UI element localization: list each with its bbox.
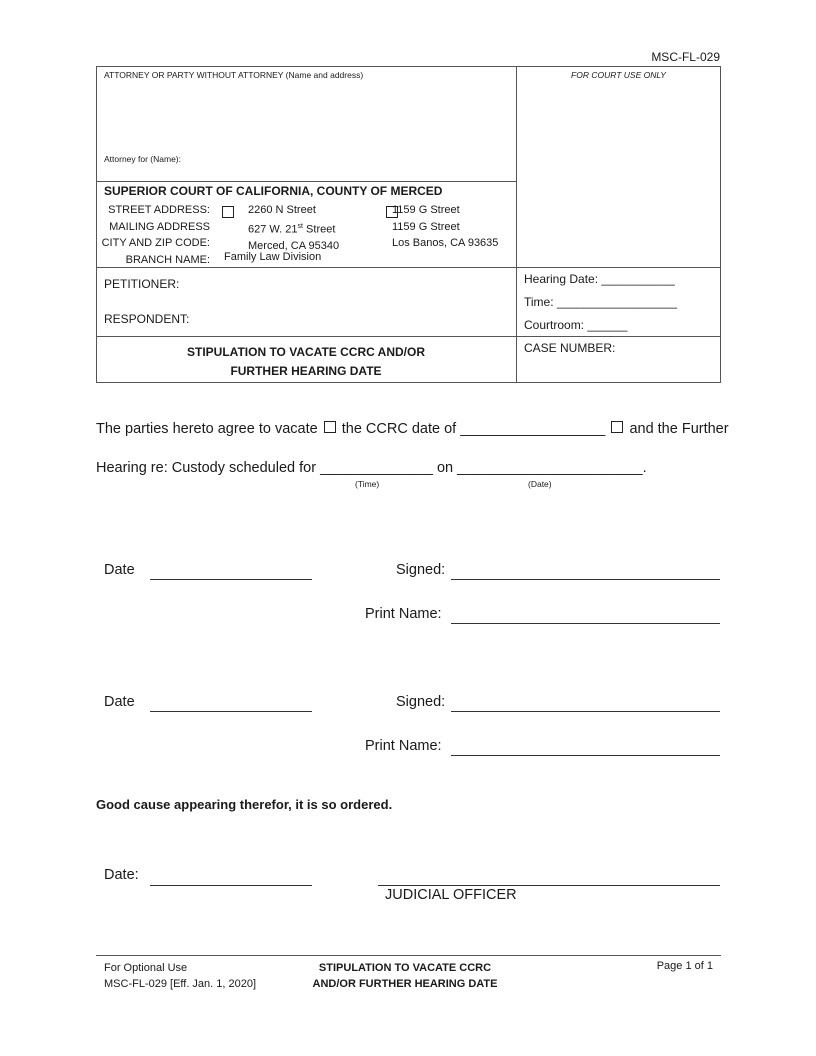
hearing-date-label: Hearing Date: <box>524 272 599 286</box>
form-number: MSC-FL-029 <box>651 50 720 64</box>
sig1-print-line[interactable] <box>451 623 720 624</box>
loc1-mailing <box>248 219 339 238</box>
sig2-signed-label: Signed: <box>396 694 446 710</box>
sig1-print-label: Print Name: <box>365 606 442 622</box>
court-labels <box>96 202 210 268</box>
court-use-label: FOR COURT USE ONLY <box>571 70 666 80</box>
loc2-street: 1159 G Street <box>392 204 460 216</box>
location1 <box>248 202 339 254</box>
loc1-street: 2260 N Street <box>248 204 316 216</box>
court-name: SUPERIOR COURT OF CALIFORNIA, COUNTY OF MERCED <box>104 184 443 198</box>
hearing-date-field[interactable]: ___________ <box>601 272 675 286</box>
hearing-time <box>524 295 677 309</box>
attorney-for-label: Attorney for (Name): <box>104 154 181 164</box>
agreement-text-b: the CCRC date of __________________ <box>341 421 606 437</box>
loc1-mailing-suffix: st <box>297 222 303 230</box>
form-title <box>96 343 516 381</box>
agreement-line2: Hearing re: Custody scheduled for ______________ on _______________________. <box>96 460 647 476</box>
judicial-officer-label: JUDICIAL OFFICER <box>385 887 517 903</box>
order-date-label: Date: <box>104 867 139 883</box>
loc1-mailing-street: Street <box>303 223 336 236</box>
ccrc-checkbox[interactable] <box>324 421 336 433</box>
location2 <box>392 202 498 252</box>
further-hearing-checkbox[interactable] <box>611 421 623 433</box>
footer-page-number: Page 1 of 1 <box>656 960 713 972</box>
loc2-city: Los Banos, CA 93635 <box>392 237 499 249</box>
loc1-mailing-number: 627 W. 21 <box>248 223 298 236</box>
respondent-label: RESPONDENT: <box>104 312 190 326</box>
street-address-label: STREET ADDRESS: <box>108 204 210 216</box>
footer-optional-use: For Optional Use <box>104 962 188 974</box>
time-caption: (Time) <box>355 479 380 489</box>
sig2-print-line[interactable] <box>451 755 720 756</box>
footer-rule <box>96 955 721 956</box>
date-caption: (Date) <box>528 479 552 489</box>
hearing-time-label: Time: <box>524 295 554 309</box>
footer-title <box>290 960 520 992</box>
courtroom <box>524 318 627 332</box>
form-title-line1: STIPULATION TO VACATE CCRC AND/OR <box>187 345 425 359</box>
agreement-line1 <box>96 421 729 437</box>
parties-divider <box>96 336 721 337</box>
agreement-text-a: The parties hereto agree to vacate <box>96 421 318 437</box>
sig2-print-label: Print Name: <box>365 738 442 754</box>
loc2-mailing: 1159 G Street <box>392 220 460 233</box>
courtroom-field[interactable]: ______ <box>587 318 628 332</box>
sig1-signature-line[interactable] <box>451 579 720 580</box>
sig1-signed-label: Signed: <box>396 562 446 578</box>
hearing-time-field[interactable]: __________________ <box>556 295 678 309</box>
sig1-date-line[interactable] <box>150 579 312 580</box>
case-number-label: CASE NUMBER: <box>524 341 616 355</box>
footer-title-line1: STIPULATION TO VACATE CCRC <box>318 962 492 974</box>
footer-form-revision: MSC-FL-029 [Eff. Jan. 1, 2020] <box>104 978 257 990</box>
sig1-date-label: Date <box>104 562 135 578</box>
location1-checkbox[interactable] <box>222 206 234 218</box>
mailing-address-label: MAILING ADDRESS <box>109 220 210 233</box>
judicial-officer-line[interactable] <box>378 885 720 886</box>
agreement-text-c: and the Further <box>629 421 729 437</box>
footer-left <box>104 960 256 992</box>
petitioner-label: PETITIONER: <box>104 277 180 291</box>
footer-title-line2: AND/OR FURTHER HEARING DATE <box>312 978 498 990</box>
city-zip-label: CITY AND ZIP CODE: <box>101 237 210 249</box>
branch-name-label: BRANCH NAME: <box>125 253 210 266</box>
courtroom-label: Courtroom: <box>524 318 585 332</box>
sig2-date-label: Date <box>104 694 135 710</box>
order-text: Good cause appearing therefor, it is so ordered. <box>96 797 393 812</box>
order-date-line[interactable] <box>150 885 312 886</box>
sig2-date-line[interactable] <box>150 711 312 712</box>
loc1-city: Merced, CA 95340 <box>248 239 340 252</box>
attorney-header: ATTORNEY OR PARTY WITHOUT ATTORNEY (Name and address) <box>104 70 364 80</box>
hearing-date <box>524 272 675 286</box>
attorney-divider <box>96 181 516 182</box>
branch-name-value: Family Law Division <box>224 251 322 263</box>
sig2-signature-line[interactable] <box>451 711 720 712</box>
form-title-line2: FURTHER HEARING DATE <box>230 364 382 378</box>
